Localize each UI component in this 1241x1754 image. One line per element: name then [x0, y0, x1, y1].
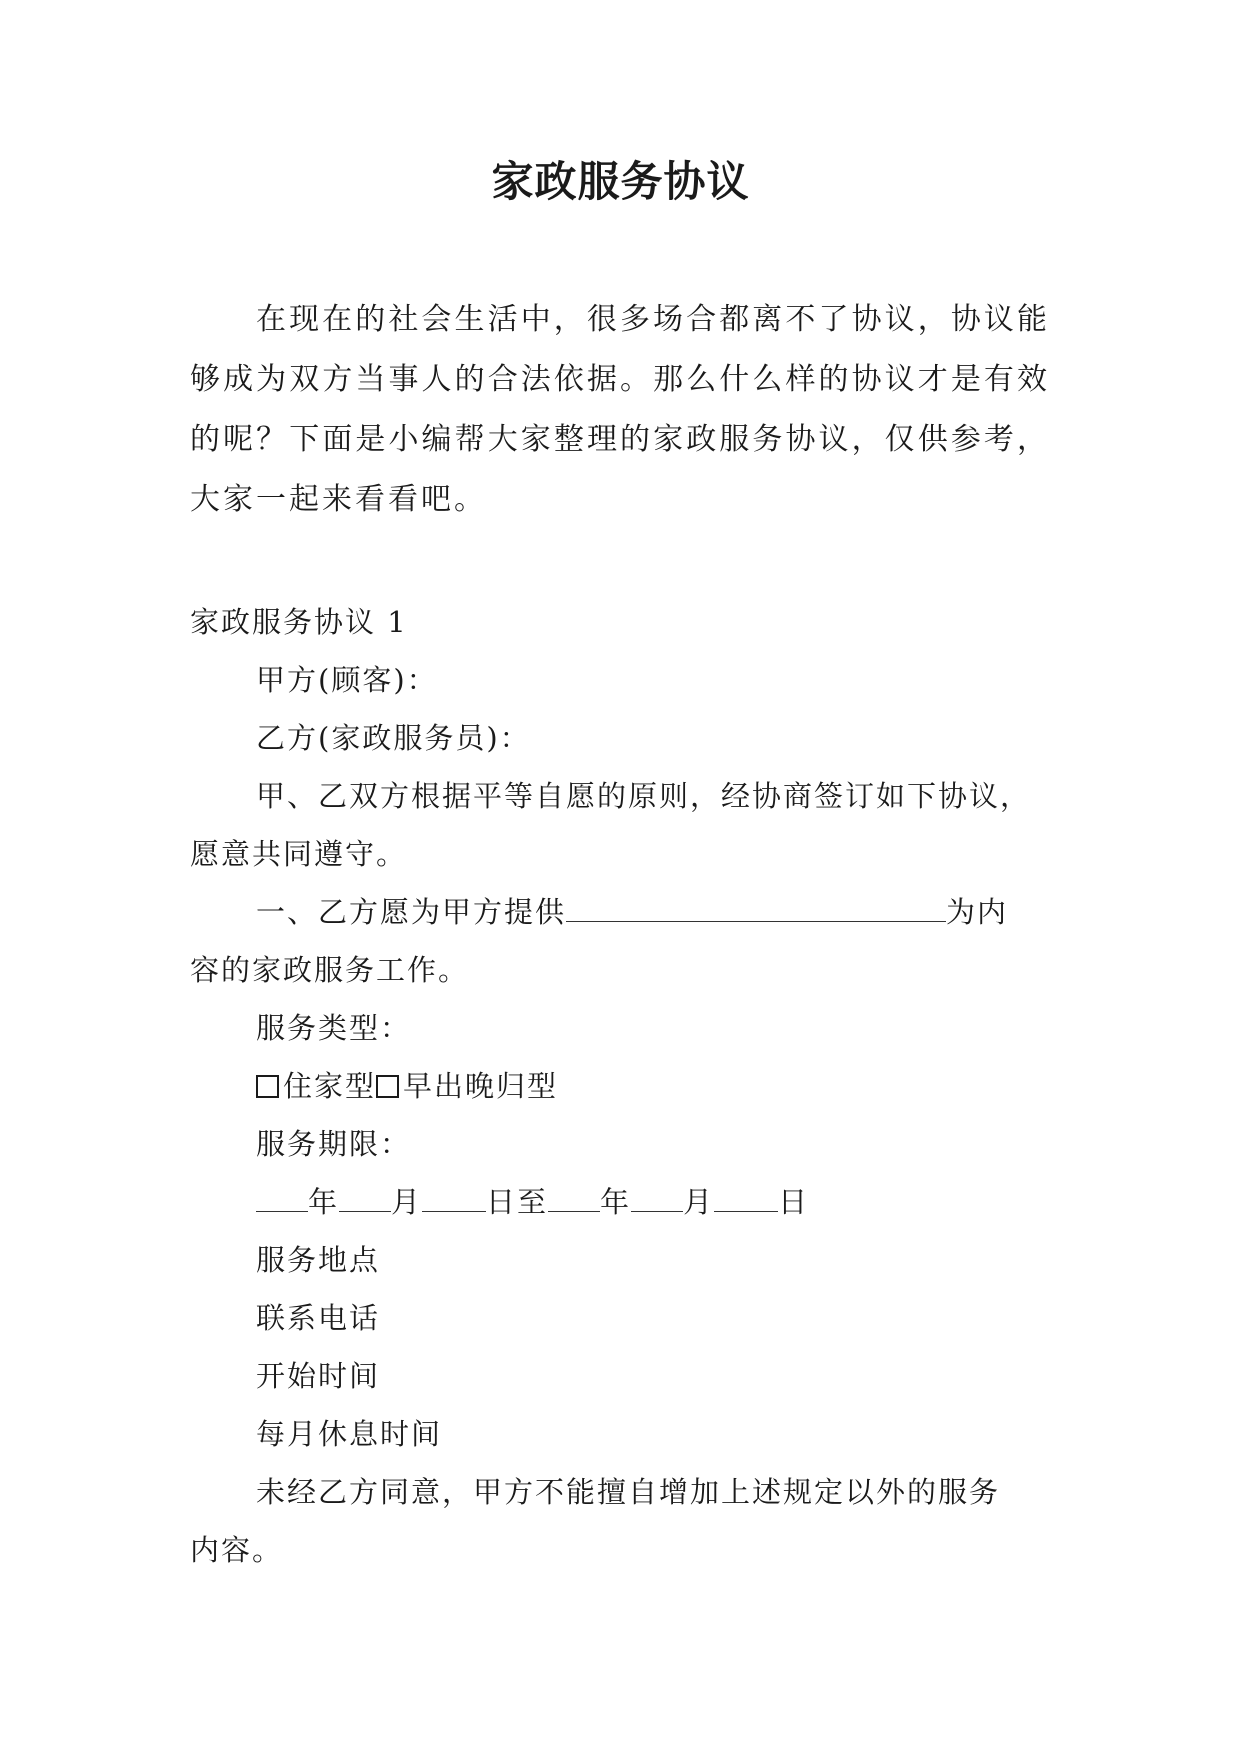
party-b-line: 乙方(家政服务员)：: [256, 721, 531, 755]
restriction-line-2: 内容。: [190, 1533, 284, 1567]
clause-1-line-2: 容的家政服务工作。: [190, 953, 470, 987]
clause-1-line: [256, 883, 1008, 941]
service-type-option-2: 早出晚归型: [403, 1069, 559, 1103]
start-time: 开始时间: [256, 1359, 381, 1393]
service-type-label: 服务类型：: [256, 1011, 412, 1045]
date-month-1: 月: [391, 1185, 423, 1219]
date-day-to: 日至: [486, 1185, 549, 1219]
service-period-dates: [256, 1173, 809, 1231]
year-blank: [256, 1181, 308, 1212]
monthly-rest-time: 每月休息时间: [256, 1417, 443, 1451]
clause-1-blank: [566, 891, 946, 922]
agreement-line-2: 愿意共同遵守。: [190, 837, 408, 871]
section-heading: 家政服务协议 1: [190, 605, 408, 639]
checkbox-icon: [256, 1075, 279, 1098]
date-year-2: 年: [600, 1185, 632, 1219]
service-location: 服务地点: [256, 1243, 381, 1277]
year-blank: [548, 1181, 600, 1212]
clause-1-suffix: 为内: [946, 895, 1009, 929]
document-title: 家政服务协议: [491, 157, 750, 206]
clause-1-prefix: 一、乙方愿为甲方提供: [256, 895, 567, 929]
date-month-2: 月: [683, 1185, 715, 1219]
month-blank: [339, 1181, 391, 1212]
day-blank: [422, 1181, 486, 1212]
party-a-line: 甲方(顾客)：: [256, 663, 438, 697]
service-type-option-1: 住家型: [283, 1069, 377, 1103]
service-type-options: [256, 1057, 558, 1115]
contact-phone: 联系电话: [256, 1301, 381, 1335]
day-blank: [714, 1181, 778, 1212]
agreement-line-1: 甲、乙双方根据平等自愿的原则，经协商签订如下协议，: [256, 779, 1032, 813]
checkbox-icon: [376, 1075, 399, 1098]
restriction-line-1: 未经乙方同意，甲方不能擅自增加上述规定以外的服务: [256, 1475, 1001, 1509]
date-year-1: 年: [308, 1185, 340, 1219]
date-day-2: 日: [778, 1185, 810, 1219]
intro-paragraph: 在现在的社会生活中，很多场合都离不了协议，协议能够成为双方当事人的合法依据。那么什么样的协议才是有效的呢？下面是小编帮大家整理的家政服务协议，仅供参考，大家一起来看看吧。: [190, 302, 1050, 517]
service-period-label: 服务期限：: [256, 1127, 412, 1161]
month-blank: [631, 1181, 683, 1212]
